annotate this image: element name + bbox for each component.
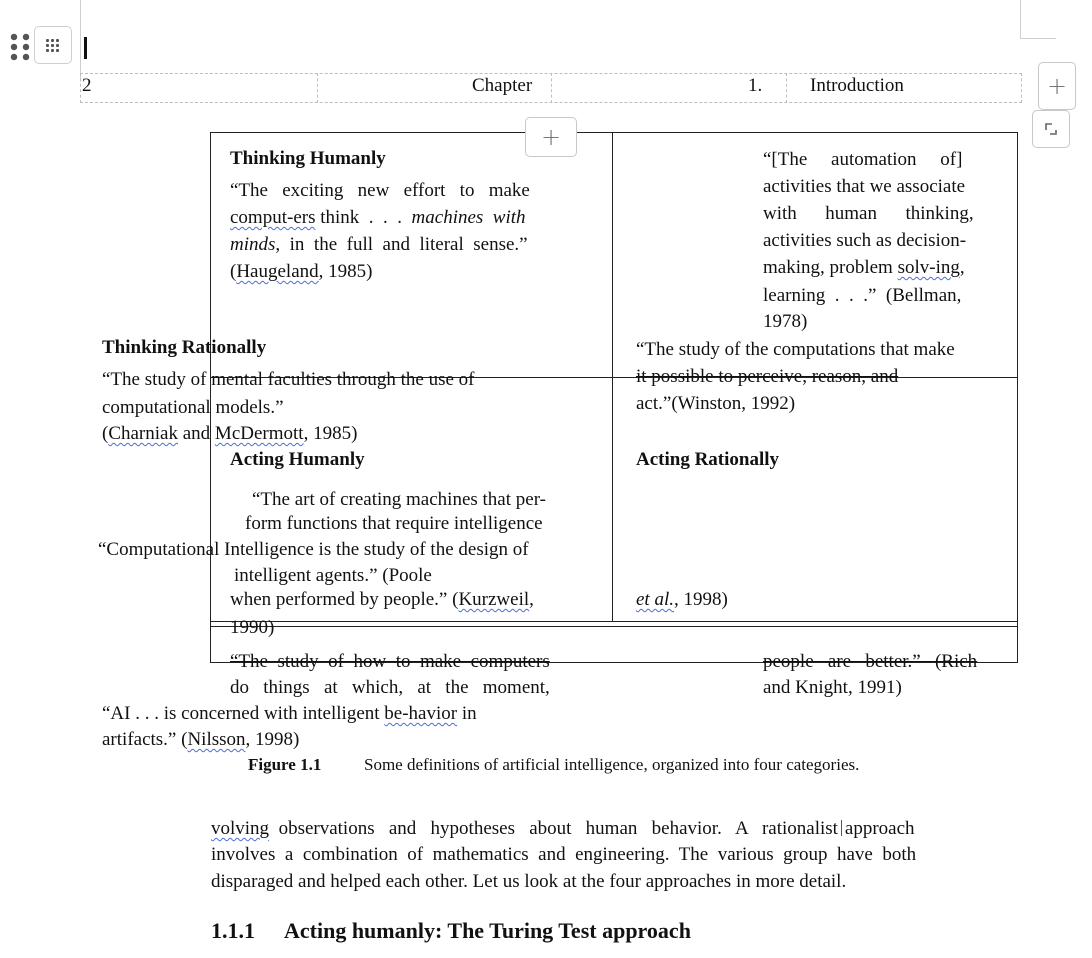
table-border-top [210,132,525,133]
spellcheck-word[interactable]: et al. [636,589,674,610]
text-run: think . . . [315,207,412,228]
add-column-button[interactable] [1038,62,1076,110]
table-border-top [577,132,1018,133]
spellcheck-word[interactable]: Kurzweil [458,589,530,610]
definition-line: it possible to perceive, reason, and [636,366,899,387]
definition-line: learning . . .” (Bellman, [763,285,962,306]
page-number: 2 [82,75,92,96]
definition-line [230,205,526,231]
block-handle-button[interactable] [34,26,72,64]
resize-corner-icon [1044,122,1058,136]
spellcheck-word[interactable]: Haugeland [236,261,319,282]
drag-handle-icon[interactable] [8,32,34,62]
table-row-divider [210,626,1018,627]
cell-heading-thinking-rationally: Thinking Rationally [102,337,267,358]
text-run: , [529,589,534,610]
plus-icon: + [1046,72,1068,100]
resize-table-button[interactable] [1032,110,1070,148]
text-run: approach [844,818,915,839]
section-number: 1.1.1 [211,918,255,943]
table-row-divider [210,621,1018,622]
definition-line: “The study of the computations that make [636,339,955,360]
text-run: , 1998) [245,729,300,750]
text-run: and [177,423,215,444]
definition-line: “The study of how to make computers [230,651,550,672]
definition-citation [102,727,299,753]
text-cursor [84,37,87,59]
spellcheck-word[interactable]: McDermott [214,423,304,444]
definition-line: people are better.” (Rich [763,651,978,672]
page-margin-guide [80,0,81,80]
text-run: ( [230,261,237,282]
definition-line: “[The automation of] [763,149,963,170]
definition-line: “The art of creating machines that per- [252,489,546,510]
definition-line: “The study of mental faculties through the use of [102,369,475,390]
text-run: ( [102,423,109,444]
add-row-button[interactable] [525,117,577,157]
definition-citation [636,587,728,613]
definition-line: intelligent agents.” (Poole [234,565,432,586]
definition-line [230,587,534,613]
text-run: , 1985) [318,261,373,282]
definition-citation [102,421,357,447]
header-chapter-title: Introduction [810,75,904,96]
spellcheck-word[interactable]: be-havior [384,703,458,724]
definition-line: “The exciting new effort to make [230,180,530,201]
figure-caption: Some definitions of artificial intelligence, organized into four categories. [364,755,860,774]
definition-citation: 1990) [230,617,275,638]
cell-heading-acting-rationally: Acting Rationally [636,449,780,470]
text-run: making, problem [763,257,898,278]
text-run: artifacts.” ( [102,729,188,750]
definition-citation [230,259,372,285]
page-corner-guide [1020,38,1056,39]
definition-line [230,232,528,258]
text-run: , [959,257,965,278]
header-chapter-number: 1. [748,75,763,96]
text-run: , 1998) [674,589,728,610]
header-chapter-label: Chapter [472,75,533,96]
definition-citation: act.”(Winston, 1992) [636,393,796,414]
text-cursor [841,820,842,836]
body-paragraph-line: involves a combination of mathematics and engineering. The various group have both [211,844,917,865]
page-corner-guide [1020,0,1021,38]
definition-line [102,701,477,727]
spellcheck-word[interactable]: volving [211,818,270,839]
spellcheck-word[interactable]: Nilsson [187,729,246,750]
definition-line: activities that we associate [763,176,966,197]
text-run: observations and hypotheses about human behavior. A rationalist [269,818,838,839]
definition-line: form functions that require intelligence [245,513,543,534]
text-run: when performed by people.” ( [230,589,459,610]
cell-heading-acting-humanly: Acting Humanly [230,449,365,470]
emphasis-text: minds [230,234,276,255]
definition-line: with human thinking, [763,203,974,224]
header-divider [317,73,319,103]
plus-icon: + [540,123,562,151]
definition-citation: 1978) [763,311,808,332]
drag-handle-icon [45,38,61,54]
text-run: , 1985) [303,423,358,444]
spellcheck-word[interactable]: Charniak [108,423,178,444]
definition-line: do things at which, at the moment, [230,677,550,698]
body-paragraph-line [211,816,915,842]
emphasis-text: machines with [411,207,526,228]
text-run: in [457,703,477,724]
definition-line: “Computational Intelligence is the study of the design of [98,539,529,560]
body-paragraph-line: disparaged and helped each other. Let us look at the four approaches in more detail. [211,871,847,892]
figure-label: Figure 1.1 [248,755,322,774]
definition-line: computational models.” [102,397,284,418]
text-run: “AI . . . is concerned with intelligent [102,703,385,724]
cell-heading-thinking-humanly: Thinking Humanly [230,148,386,169]
definition-citation: and Knight, 1991) [763,677,902,698]
table-border-right [1017,132,1018,663]
text-run: , in the full and literal sense.” [275,234,528,255]
definition-line [763,255,965,281]
header-divider [551,73,553,103]
header-divider [786,73,788,103]
spellcheck-word[interactable]: comput-ers [230,207,316,228]
section-heading: Acting humanly: The Turing Test approach [284,918,691,943]
definition-line: activities such as decision- [763,230,967,251]
spellcheck-word[interactable]: solv-ing [897,257,960,278]
